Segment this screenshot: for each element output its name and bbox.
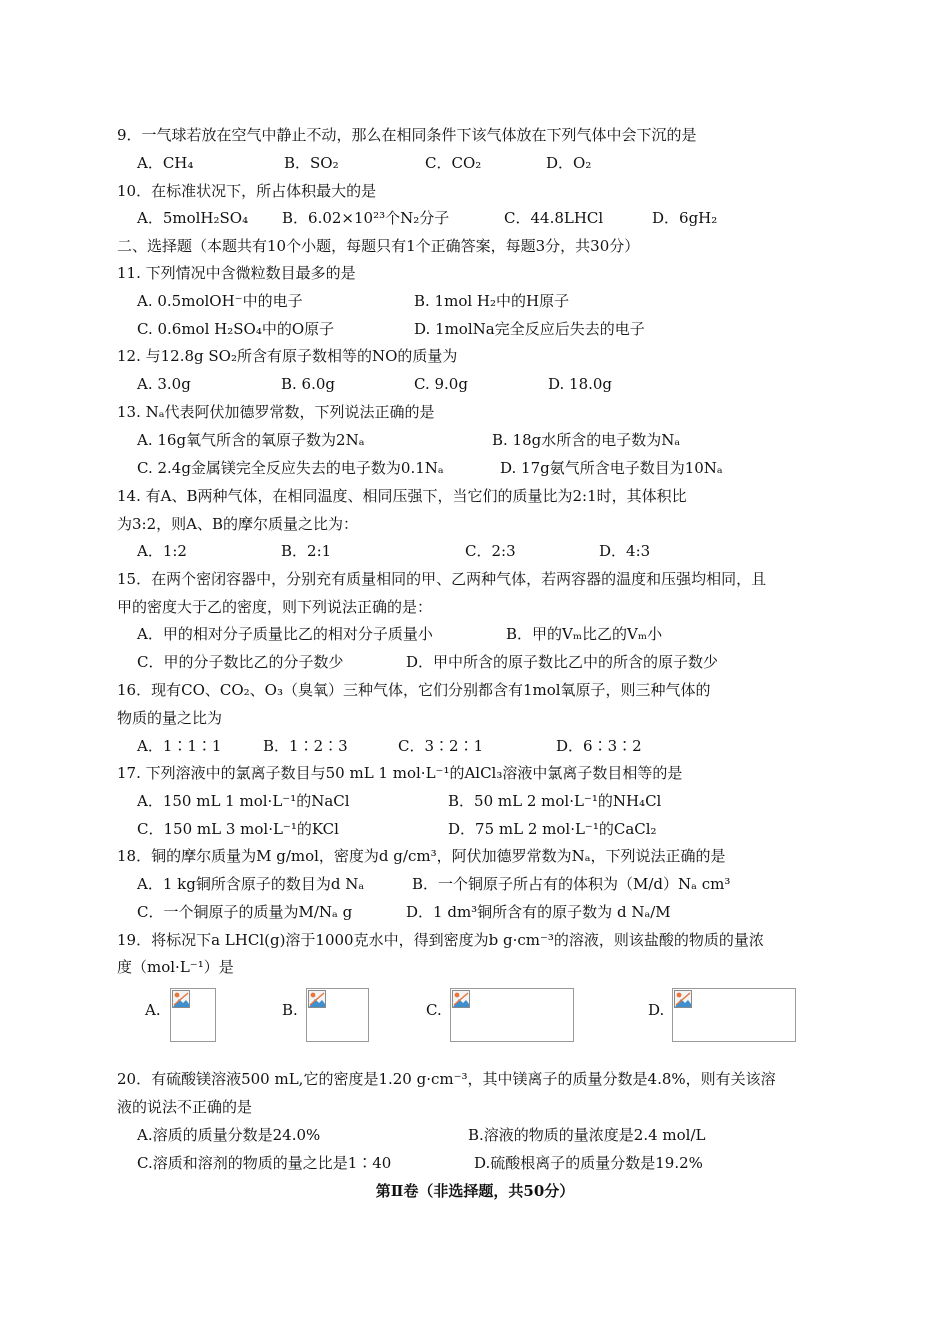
q9-option-d: D．O₂ xyxy=(546,154,592,172)
q11-option-d: D. 1molNa完全反应后失去的电子 xyxy=(414,320,645,338)
q19-option-a: A. xyxy=(145,1001,161,1019)
q15-option-d: D．甲中所含的原子数比乙中的所含的原子数少 xyxy=(406,653,719,671)
q14-option-b: B．2:1 xyxy=(281,542,332,560)
q12-option-c: C. 9.0g xyxy=(414,375,468,393)
q10-option-c: C．44.8LHCl xyxy=(504,209,604,227)
q11-option-b: B. 1mol H₂中的H原子 xyxy=(414,292,570,310)
q13-option-d: D. 17g氨气所含电子数目为10Nₐ xyxy=(500,459,723,477)
q17-option-d: D．75 mL 2 mol·L⁻¹的CaCl₂ xyxy=(448,820,657,838)
question-10: 10．在标准状况下，所占体积最大的是 xyxy=(117,182,377,200)
q10-option-a: A．5molH₂SO₄ xyxy=(137,209,249,227)
q11-option-c: C. 0.6mol H₂SO₄中的O原子 xyxy=(137,320,335,338)
question-15-line-1: 15．在两个密闭容器中，分别充有质量相同的甲、乙两种气体，若两容器的温度和压强均相同，且 xyxy=(117,570,767,588)
q13-option-a: A. 16g氧气所含的氧原子数为2Nₐ xyxy=(137,431,365,449)
q19-option-d-image xyxy=(672,988,796,1042)
q20-option-c: C.溶质和溶剂的物质的量之比是1∶40 xyxy=(137,1154,392,1172)
question-11: 11. 下列情况中含微粒数目最多的是 xyxy=(117,264,356,282)
broken-image-icon xyxy=(674,990,692,1008)
question-16-line-2: 物质的量之比为 xyxy=(117,709,223,727)
q14-option-a: A．1:2 xyxy=(137,542,187,560)
q17-option-a: A．150 mL 1 mol·L⁻¹的NaCl xyxy=(137,792,350,810)
q12-option-a: A. 3.0g xyxy=(137,375,191,393)
broken-image-icon xyxy=(308,990,326,1008)
question-12: 12. 与12.8g SO₂所含有原子数相等的NO的质量为 xyxy=(117,347,458,365)
question-17: 17. 下列溶液中的氯离子数目与50 mL 1 mol·L⁻¹的AlCl₃溶液中氯离子数目相等的是 xyxy=(117,764,683,782)
broken-image-icon xyxy=(172,990,190,1008)
q11-option-a: A. 0.5molOH⁻中的电子 xyxy=(137,292,303,310)
section-2-paper-title: 第Ⅱ卷（非选择题，共50分） xyxy=(375,1182,575,1200)
q15-option-b: B．甲的Vₘ比乙的Vₘ小 xyxy=(506,625,663,643)
q9-option-a: A．CH₄ xyxy=(137,154,194,172)
q14-option-c: C．2:3 xyxy=(465,542,516,560)
question-14-line-1: 14. 有A、B两种气体，在相同温度、相同压强下，当它们的质量比为2:1时，其体积比 xyxy=(117,487,687,505)
question-15-line-2: 甲的密度大于乙的密度，则下列说法正确的是： xyxy=(117,598,433,616)
q20-option-d: D.硫酸根离子的质量分数是19.2% xyxy=(474,1154,703,1172)
q9-option-b: B．SO₂ xyxy=(284,154,339,172)
q12-option-d: D. 18.0g xyxy=(548,375,613,393)
q9-option-c: C．CO₂ xyxy=(425,154,482,172)
q17-option-c: C．150 mL 3 mol·L⁻¹的KCl xyxy=(137,820,339,838)
q16-option-b: B．1∶2∶3 xyxy=(263,737,348,755)
section-2-heading: 二、选择题（本题共有10个小题，每题只有1个正确答案，每题3分，共30分） xyxy=(117,237,640,255)
q15-option-c: C．甲的分子数比乙的分子数少 xyxy=(137,653,344,671)
q19-option-c-image xyxy=(450,988,574,1042)
question-20-line-1: 20．有硫酸镁溶液500 mL,它的密度是1.20 g·cm⁻³，其中镁离子的质量分数是4.8%，则有关该溶 xyxy=(117,1070,776,1088)
q19-option-d: D. xyxy=(648,1001,665,1019)
question-19-line-1: 19．将标况下a LHCl(g)溶于1000克水中，得到密度为b g·cm⁻³的溶液，则该盐酸的物质的量浓 xyxy=(117,931,764,949)
q19-option-b-image xyxy=(306,988,369,1042)
q18-option-b: B．一个铜原子所占有的体积为（M/d）Nₐ cm³ xyxy=(412,875,731,893)
question-14-line-2: 为3:2，则A、B的摩尔质量之比为： xyxy=(117,515,358,533)
q20-option-a: A.溶质的质量分数是24.0% xyxy=(137,1126,321,1144)
q15-option-a: A．甲的相对分子质量比乙的相对分子质量小 xyxy=(137,625,433,643)
broken-image-icon xyxy=(452,990,470,1008)
q13-option-b: B. 18g水所含的电子数为Nₐ xyxy=(492,431,681,449)
q10-option-d: D．6gH₂ xyxy=(652,209,718,227)
q14-option-d: D．4:3 xyxy=(599,542,651,560)
question-18: 18．铜的摩尔质量为M g/mol，密度为d g/cm³，阿伏加德罗常数为Nₐ，下列说法正确的是 xyxy=(117,847,726,865)
q20-option-b: B.溶液的物质的量浓度是2.4 mol/L xyxy=(468,1126,706,1144)
q16-option-a: A．1∶1∶1 xyxy=(137,737,222,755)
question-13: 13. Nₐ代表阿伏加德罗常数，下列说法正确的是 xyxy=(117,403,435,421)
q16-option-d: D．6∶3∶2 xyxy=(556,737,642,755)
question-19-line-2: 度（mol·L⁻¹）是 xyxy=(117,958,234,976)
q19-option-b: B. xyxy=(282,1001,298,1019)
q17-option-b: B．50 mL 2 mol·L⁻¹的NH₄Cl xyxy=(448,792,662,810)
question-16-line-1: 16．现有CO、CO₂、O₃（臭氧）三种气体，它们分别都含有1mol氧原子，则三种气体的 xyxy=(117,681,711,699)
q19-option-c: C. xyxy=(426,1001,442,1019)
q13-option-c: C. 2.4g金属镁完全反应失去的电子数为0.1Nₐ xyxy=(137,459,444,477)
question-20-line-2: 液的说法不正确的是 xyxy=(117,1098,253,1116)
q18-option-c: C．一个铜原子的质量为M/Nₐ g xyxy=(137,903,353,921)
q12-option-b: B. 6.0g xyxy=(281,375,336,393)
q19-option-a-image xyxy=(170,988,216,1042)
q18-option-d: D．1 dm³铜所含有的原子数为 d Nₐ/M xyxy=(406,903,671,921)
q18-option-a: A．1 kg铜所含原子的数目为d Nₐ xyxy=(137,875,365,893)
question-9: 9．一气球若放在空气中静止不动，那么在相同条件下该气体放在下列气体中会下沉的是 xyxy=(117,126,697,144)
q10-option-b: B．6.02×10²³个N₂分子 xyxy=(282,209,450,227)
q16-option-c: C．3∶2∶1 xyxy=(398,737,484,755)
